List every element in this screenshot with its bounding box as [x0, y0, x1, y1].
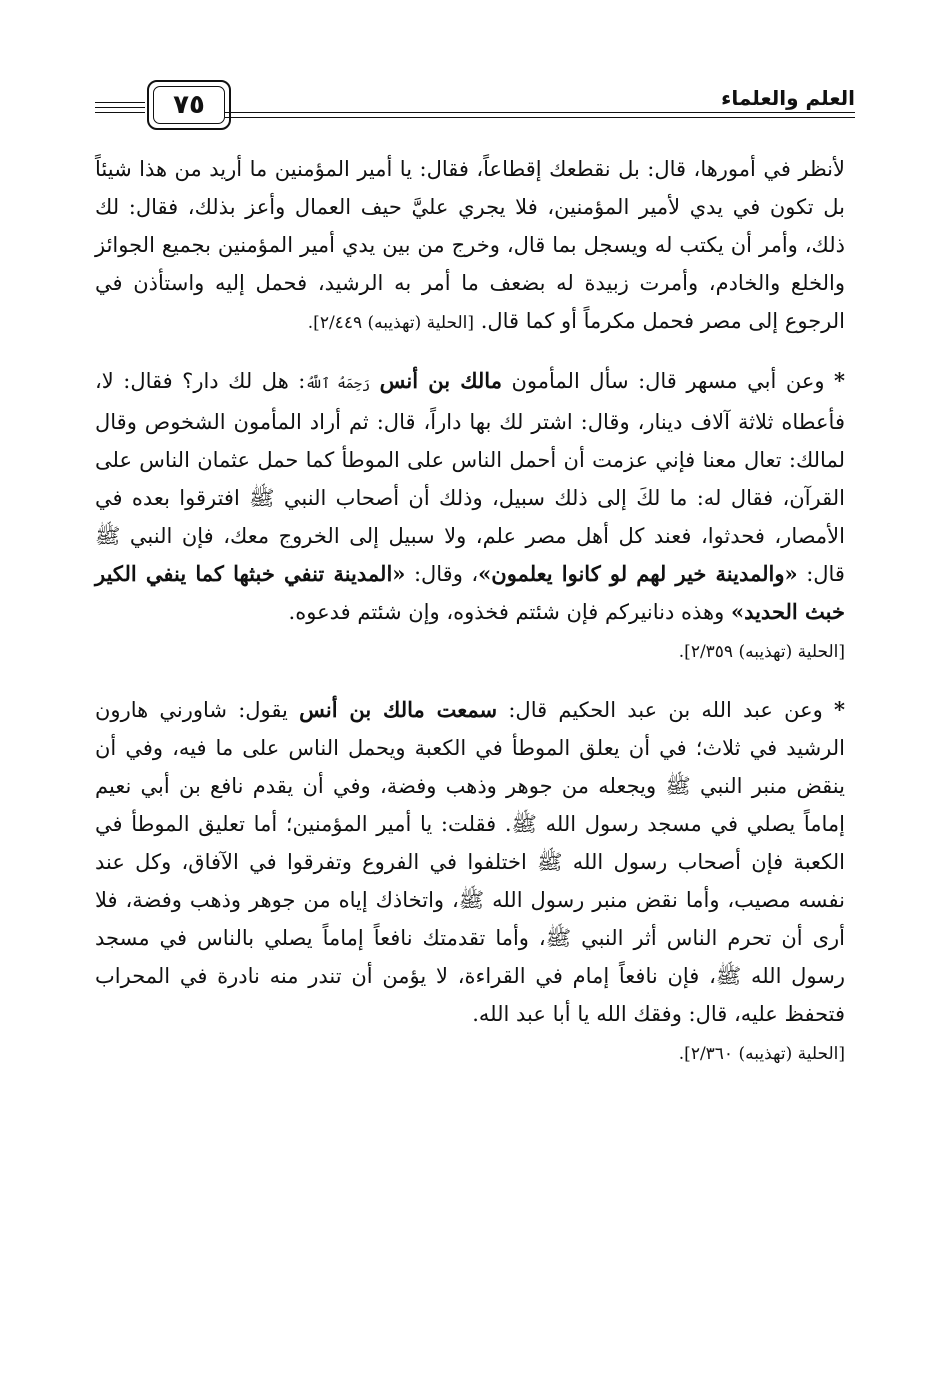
paragraph-2: [95, 362, 845, 671]
page-number: ٧٥: [173, 90, 205, 120]
bold-phrase: سمعت مالك بن أنس: [299, 697, 498, 722]
paragraph-text: لأنظر في أمورها، قال: بل نقطعك إقطاعاً، فقال: يا أمير المؤمنين ما أريد من هذا شيئاً بل تكون في يدي لأمير المؤمنين، فلا يجري عليَّ حيف العمال وأعز بذلك، فقال: لك ذلك، وأمر أن يكتب له ويسجل بما قال، وخرج من بين يدي أمير المؤمنين بجميع الجوائز والخلع والخادم، وأمرت زبيدة له بضعف ما أمر به الرشيد، فحمل إليه واستأذن في الرجوع إلى مصر فحمل مكرماً أو كما قال.: [95, 157, 845, 333]
citation: [الحلية (تهذيبه) ٢/٣٦٠].: [678, 1044, 845, 1064]
paragraph-text: : هل لك دار؟ فقال: لا، فأعطاه ثلاثة آلاف دينار، وقال: اشتر لك بها داراً، قال: ثم أراد المأمون الشخوص وقال لمالك: تعال معنا فإني عزمت أن أحمل الناس على الموطأ كما حمل عثمان الناس على القرآن، فقال له: ما لكَ إلى ذلك سبيل، وذلك أن أصحاب النبي ﷺ افترقوا بعده في الأمصار، فحدثوا، فعند كل أهل مصر علم، ولا سبيل إلى الخروج معك، فإن النبي ﷺ قال:: [95, 369, 845, 586]
hadith-quote: «المدينة تنفي خبثها كما ينفي الكير خبث الحديد»: [95, 561, 845, 624]
scholar-name: مالك بن أنس: [379, 368, 502, 393]
paragraph-intro: وعن أبي مسهر قال: سأل المأمون: [511, 369, 825, 393]
paragraph-intro: وعن عبد الله بن عبد الحكيم قال:: [508, 698, 823, 722]
citation: [الحلية (تهذيبه) ٢/٤٤٩].: [307, 313, 475, 333]
header-rule: [225, 117, 855, 118]
header-left-ornament: [95, 102, 145, 117]
hadith-quote: «والمدينة خير لهم لو كانوا يعلمون»: [478, 561, 798, 586]
header-rule: [225, 112, 855, 113]
page-body: [95, 150, 845, 1073]
paragraph-1: [95, 150, 845, 342]
page-number-badge: [147, 80, 231, 130]
paragraph-3: [95, 691, 845, 1073]
honorific: رَحِمَهُ ٱللَّهُ: [305, 376, 371, 392]
asterisk-marker: *: [834, 368, 846, 393]
running-title: العلم والعلماء: [721, 86, 855, 110]
citation: [الحلية (تهذيبه) ٢/٣٥٩].: [678, 642, 845, 662]
paragraph-text: يقول: شاورني هارون الرشيد في ثلاث؛ في أن يعلق الموطأ في الكعبة ويحمل الناس على ما فيه، وفي أن ينقض منبر النبي ﷺ ويجعله من جوهر وذهب وفضة، وفي أن يقدم نافع بن أبي نعيم إماماً يصلي في مسجد رسول الله ﷺ. فقلت: يا أمير المؤمنين؛ أما تعليق الموطأ في الكعبة فإن أصحاب رسول الله ﷺ اختلفوا في الفروع وتفرقوا في الآفاق، وكل عند نفسه مصيب، وأما نقض منبر رسول الله ﷺ، واتخاذك إياه من جوهر وذهب وفضة، فلا أرى أن تحرم الناس أثر النبي ﷺ، وأما تقدمتك نافعاً إماماً يصلي بالناس في مسجد رسول الله ﷺ، فإن نافعاً إمام في القراءة، لا يؤمن أن تندر منه نادرة في المحراب فتحفظ عليه، قال: وفقك الله يا أبا عبد الله.: [95, 698, 845, 1026]
paragraph-text: وهذه دنانيركم فإن شئتم فخذوه، وإن شئتم فدعوه.: [288, 600, 731, 624]
page-header: [95, 72, 855, 132]
asterisk-marker: *: [834, 697, 845, 722]
paragraph-text: ، وقال:: [413, 562, 479, 586]
